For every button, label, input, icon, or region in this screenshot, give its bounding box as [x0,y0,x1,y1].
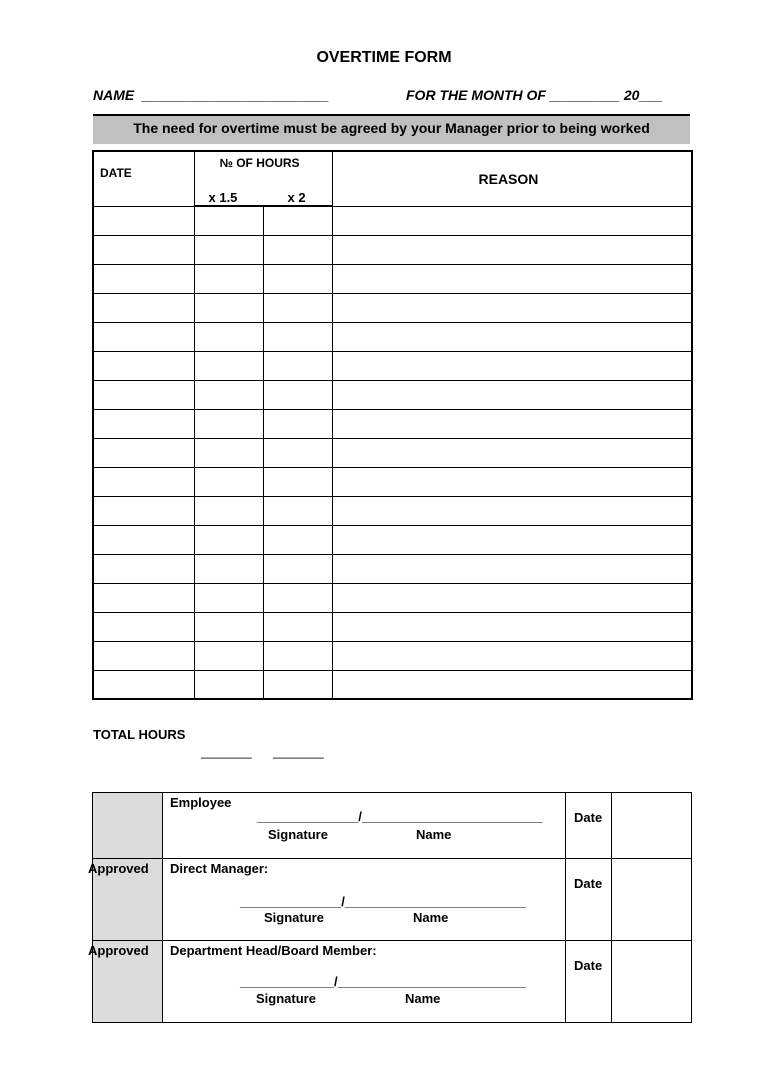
employee-approved-cell [93,793,163,859]
dept-head-date-label: Date [574,958,603,973]
date-header-cell [93,151,194,206]
employee-signature-line[interactable]: ______________/_________________________ [257,809,543,824]
table-row [93,612,692,641]
date-cell[interactable] [93,206,194,235]
manager-approved-label: Approved [88,861,149,876]
manager-approved-cell [88,859,163,941]
dept-head-date-field[interactable] [612,941,692,1023]
employee-date-label: Date [574,810,603,825]
table-row [93,583,692,612]
reason-cell[interactable] [332,351,692,380]
reason-cell[interactable] [332,496,692,525]
hours-1-5-cell[interactable] [194,293,263,322]
table-row [93,206,692,235]
manager-date-label: Date [574,876,603,891]
date-cell[interactable] [93,235,194,264]
reason-cell[interactable] [332,293,692,322]
reason-cell[interactable] [332,554,692,583]
hours-2-cell[interactable] [263,612,332,641]
table-row [93,641,692,670]
reason-cell[interactable] [332,467,692,496]
date-cell[interactable] [93,467,194,496]
hours-1-5-cell[interactable] [194,467,263,496]
dept-head-signature-line[interactable]: _____________/__________________________ [240,974,526,989]
manager-signature-cell[interactable] [163,859,566,941]
manager-date-field[interactable] [612,859,692,941]
date-cell[interactable] [93,554,194,583]
date-cell[interactable] [93,293,194,322]
reason-cell[interactable] [332,583,692,612]
table-row [93,670,692,699]
table-row [93,525,692,554]
hours-2-cell[interactable] [263,525,332,554]
hours-1-5-cell[interactable] [194,235,263,264]
hours-2-cell[interactable] [263,554,332,583]
date-cell[interactable] [93,670,194,699]
dept-head-name-caption: Name [405,991,441,1006]
table-row [93,235,692,264]
hours-1-5-cell[interactable] [194,554,263,583]
date-cell[interactable] [93,525,194,554]
dept-head-approved-label: Approved [88,943,149,958]
hours-2-cell[interactable] [263,467,332,496]
hours-2-cell[interactable] [263,293,332,322]
reason-cell[interactable] [332,409,692,438]
date-cell[interactable] [93,583,194,612]
date-cell[interactable] [93,351,194,380]
overtime-table [92,150,693,700]
date-cell[interactable] [93,438,194,467]
employee-row [93,793,692,859]
hours-1-5-cell[interactable] [194,525,263,554]
reason-header-cell [332,151,692,206]
reason-header: REASON [478,171,539,187]
reason-cell[interactable] [332,438,692,467]
table-row [93,467,692,496]
direct-manager-label: Direct Manager: [170,861,269,876]
hours-2-cell[interactable] [263,235,332,264]
hours-2-cell[interactable] [263,438,332,467]
employee-date-label-cell [566,793,612,859]
employee-label: Employee [170,795,232,810]
hours-2-cell[interactable] [263,641,332,670]
table-row [93,409,692,438]
total-hours-label: TOTAL HOURS [93,727,186,742]
dept-head-approved-cell [88,941,163,1023]
table-row [93,438,692,467]
hours-2-cell[interactable] [263,206,332,235]
hours-2-cell[interactable] [263,583,332,612]
hours-2-cell[interactable] [263,409,332,438]
hours-1-5-cell[interactable] [194,351,263,380]
date-cell[interactable] [93,641,194,670]
hours-1-5-cell[interactable] [194,264,263,293]
hours-1-5-cell[interactable] [194,322,263,351]
employee-date-field[interactable] [612,793,692,859]
reason-cell[interactable] [332,525,692,554]
approval-table [88,792,692,1023]
manager-signature-caption: Signature [264,910,324,925]
hours-1-5-cell[interactable] [194,670,263,699]
table-row [93,351,692,380]
dept-head-date-label-cell [566,941,612,1023]
reason-cell[interactable] [332,264,692,293]
notice-banner: The need for overtime must be agreed by your Manager prior to being worked [93,114,690,144]
hours-1-5-cell[interactable] [194,380,263,409]
hours-2-cell[interactable] [263,496,332,525]
hours-2-cell[interactable] [263,351,332,380]
table-row [93,496,692,525]
hours-1-5-cell[interactable] [194,612,263,641]
reason-cell[interactable] [332,670,692,699]
dept-head-row [93,941,692,1023]
manager-signature-line[interactable]: ______________/_________________________ [240,894,526,909]
date-cell[interactable] [93,322,194,351]
date-cell[interactable] [93,380,194,409]
manager-name-caption: Name [413,910,449,925]
employee-name-caption: Name [416,827,452,842]
hours-2-cell[interactable] [263,264,332,293]
dept-head-label: Department Head/Board Member: [170,943,377,958]
hours-header-cell [194,151,332,206]
reason-cell[interactable] [332,206,692,235]
dept-head-signature-cell[interactable] [163,941,566,1023]
table-row [93,293,692,322]
rate-2-header: x 2 [287,190,306,205]
table-header-row [93,151,692,206]
name-field[interactable]: NAME ________________________ [93,87,329,103]
dept-head-signature-caption: Signature [256,991,316,1006]
total-hours-1-5-field[interactable]: _______ [201,744,252,759]
rate-1-5-header: x 1.5 [208,190,238,205]
employee-signature-caption: Signature [268,827,328,842]
hours-1-5-cell[interactable] [194,438,263,467]
hours-2-cell[interactable] [263,670,332,699]
date-cell[interactable] [93,409,194,438]
date-cell[interactable] [93,496,194,525]
hours-header: № OF HOURS [219,156,300,170]
reason-cell[interactable] [332,641,692,670]
reason-cell[interactable] [332,322,692,351]
employee-signature-cell[interactable] [163,793,566,859]
reason-cell[interactable] [332,612,692,641]
date-cell[interactable] [93,264,194,293]
table-row [93,380,692,409]
hours-1-5-cell[interactable] [194,583,263,612]
table-row [93,554,692,583]
reason-cell[interactable] [332,235,692,264]
hours-1-5-cell[interactable] [194,206,263,235]
table-row [93,264,692,293]
reason-cell[interactable] [332,380,692,409]
month-field[interactable]: FOR THE MONTH OF _________ 20___ [406,87,663,103]
page-title: OVERTIME FORM [316,49,452,66]
date-header: DATE [100,166,132,180]
manager-date-label-cell [566,859,612,941]
table-row [93,322,692,351]
hours-1-5-cell[interactable] [194,496,263,525]
hours-2-cell[interactable] [263,322,332,351]
hours-1-5-cell[interactable] [194,409,263,438]
hours-1-5-cell[interactable] [194,641,263,670]
manager-row [93,859,692,941]
hours-2-cell[interactable] [263,380,332,409]
date-cell[interactable] [93,612,194,641]
total-hours-2-field[interactable]: _______ [273,744,324,759]
